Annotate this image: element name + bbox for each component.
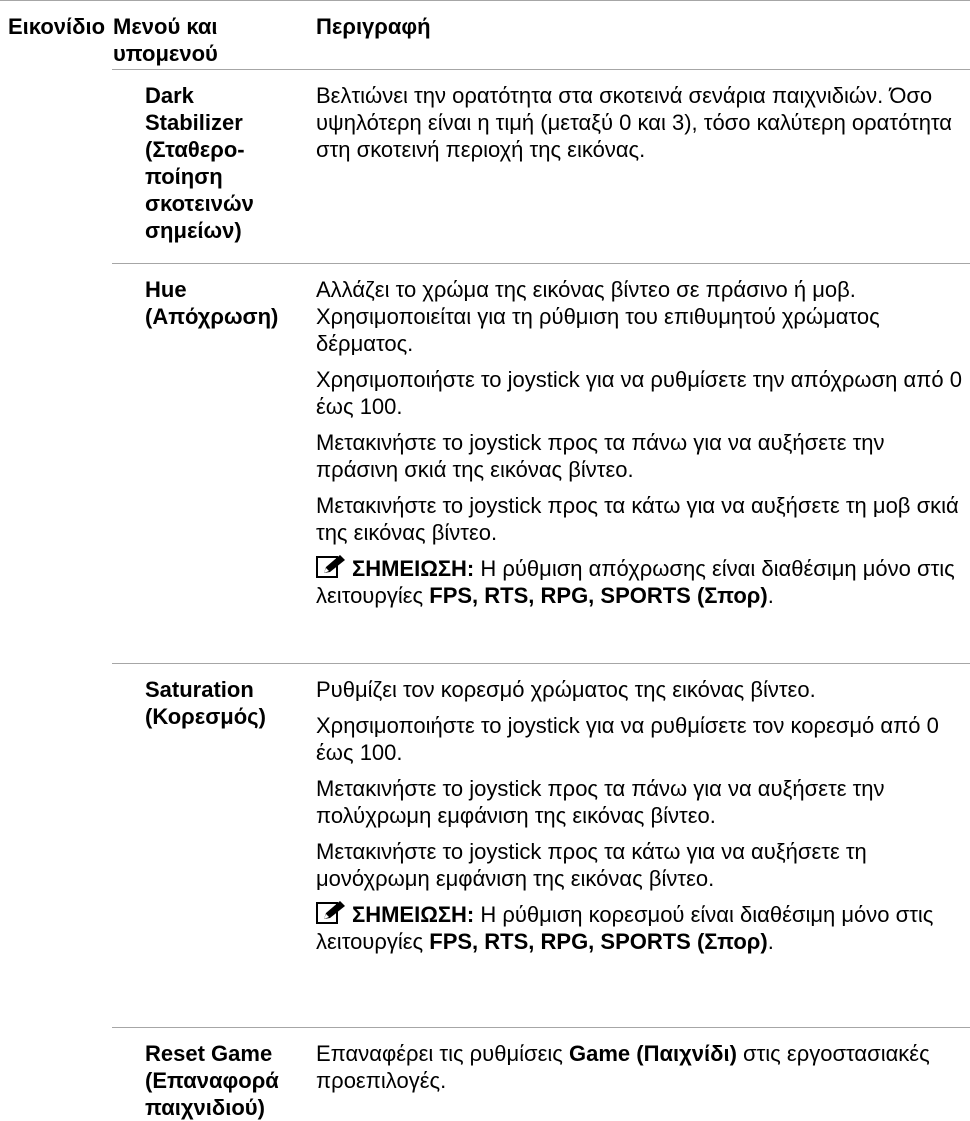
note-end: .: [767, 929, 774, 954]
note-text: Η ρύθμιση κορεσμού είναι διαθέσιμη μόνο στις λειτουργίες: [316, 902, 934, 954]
table-top-rule: [0, 0, 970, 1]
note-end: .: [767, 583, 774, 608]
desc-paragraph: Βελτιώνει την ορατότητα στα σκοτεινά σενάρια παιχνιδιών. Όσο υψηλότερη είναι η τιμή (μεταξύ 0 και 3), τόσο καλύτερη ορατότητα στη σκοτεινή περιοχή της εικόνας.: [316, 83, 953, 162]
desc-dark-stabilizer: [316, 82, 968, 172]
header-menu: Μενού και υπομενού: [113, 14, 218, 66]
menu-hue: Hue (Απόχρωση): [145, 277, 279, 329]
header-icon: Εικονίδιο: [8, 14, 106, 39]
desc-paragraph: Αλλάζει το χρώμα της εικόνας βίντεο σε πράσινο ή μοβ. Χρησιμοποιείται για τη ρύθμιση του επιθυμητού χρώματος δέρματος.: [316, 277, 880, 356]
desc-paragraph: Ρυθμίζει τον κορεσμό χρώματος της εικόνας βίντεο.: [316, 677, 816, 702]
note-label: ΣΗΜΕΙΩΣΗ:: [352, 556, 475, 581]
desc-paragraph: Χρησιμοποιήστε το joystick για να ρυθμίσετε την απόχρωση από 0 έως 100.: [316, 367, 962, 419]
header-description: Περιγραφή: [316, 14, 431, 39]
note-hue: [316, 555, 968, 609]
note-saturation: [316, 901, 968, 955]
desc-hue: [316, 276, 968, 618]
note-modes: FPS, RTS, RPG, SPORTS (Σπορ): [429, 929, 768, 954]
row-rule: [112, 263, 970, 264]
pencil-note-icon: [316, 555, 346, 579]
row-rule: [112, 1027, 970, 1028]
desc-paragraph: [316, 1040, 968, 1094]
desc-saturation: [316, 676, 968, 964]
desc-paragraph: Μετακινήστε το joystick προς τα πάνω για να αυξήσετε την πολύχρωμη εμφάνιση της εικόνας βίντεο.: [316, 776, 885, 828]
desc-text: στις εργοστασιακές προεπιλογές.: [316, 1041, 930, 1093]
header-rule: [112, 69, 970, 70]
desc-paragraph: Μετακινήστε το joystick προς τα πάνω για να αυξήσετε την πράσινη σκιά της εικόνας βίντεο.: [316, 430, 885, 482]
desc-bold: Game (Παιχνίδι): [569, 1041, 737, 1066]
menu-reset-game: Reset Game (Επαναφορά παιχνιδιού): [145, 1041, 279, 1120]
note-text: Η ρύθμιση απόχρωσης είναι διαθέσιμη μόνο στις λειτουργίες: [316, 556, 955, 608]
note-label: ΣΗΜΕΙΩΣΗ:: [352, 902, 475, 927]
note-modes: FPS, RTS, RPG, SPORTS (Σπορ): [429, 583, 768, 608]
desc-paragraph: Χρησιμοποιήστε το joystick για να ρυθμίσετε τον κορεσμό από 0 έως 100.: [316, 713, 939, 765]
menu-saturation: Saturation (Κορεσμός): [145, 677, 266, 729]
row-rule: [112, 663, 970, 664]
desc-text: Επαναφέρει τις ρυθμίσεις: [316, 1041, 569, 1066]
desc-paragraph: Μετακινήστε το joystick προς τα κάτω για να αυξήσετε τη μονόχρωμη εμφάνιση της εικόνας βίντεο.: [316, 839, 867, 891]
desc-reset-game: [316, 1040, 968, 1103]
desc-paragraph: Μετακινήστε το joystick προς τα κάτω για να αυξήσετε τη μοβ σκιά της εικόνας βίντεο.: [316, 493, 959, 545]
pencil-note-icon: [316, 901, 346, 925]
menu-dark-stabilizer: Dark Stabilizer (Σταθερο-ποίηση σκοτεινών σημείων): [145, 83, 254, 243]
